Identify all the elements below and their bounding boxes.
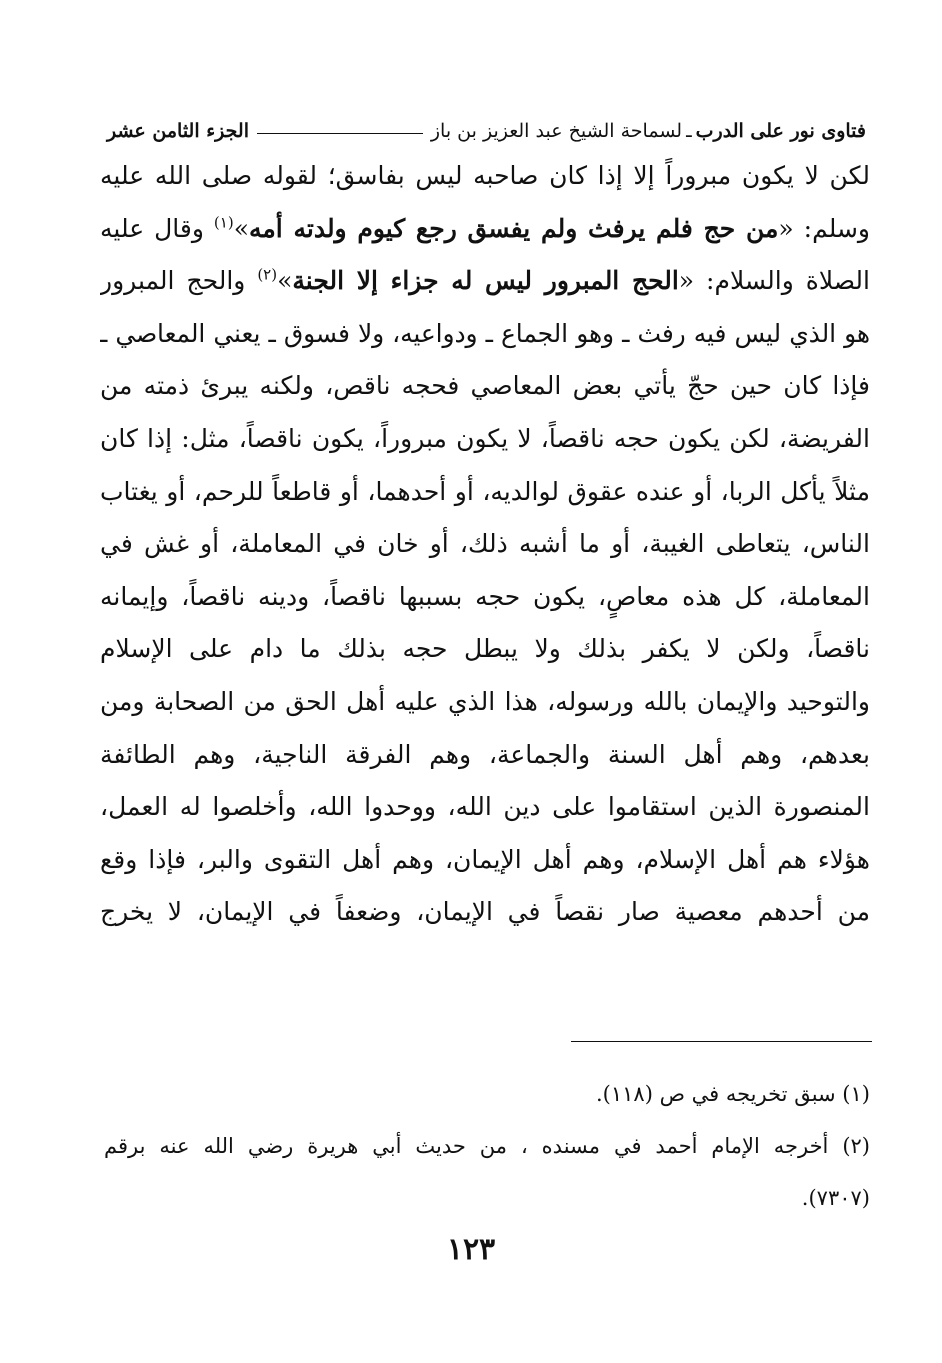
text-line (100, 413, 870, 466)
text-segment: » (277, 266, 293, 296)
text-line (100, 571, 870, 624)
text-line (100, 834, 870, 887)
text-line (100, 255, 870, 308)
text-segment: من أحدهم معصية صار نقصاً في الإيمان، وضعفاً في الإيمان، لا يخرج (100, 897, 870, 927)
text-segment: وقال عليه (100, 213, 214, 243)
running-header (107, 114, 866, 148)
text-line (100, 360, 870, 413)
text-line (100, 518, 870, 571)
header-separator: ـ (686, 120, 692, 142)
text-segment: المعاملة، كل هذه معاصٍ، يكون حجه بسببها ناقصاً، ودينه ناقصاً، وإيمانه (100, 581, 870, 611)
footnote-1: (١) سبق تخريجه في ص (١١٨). (596, 1082, 870, 1106)
text-segment: والتوحيد والإيمان بالله ورسوله، هذا الذي عليه أهل الحق من الصحابة ومن (100, 686, 870, 716)
footnote-reference: (١) (213, 213, 234, 232)
text-line (100, 623, 870, 676)
footnote-reference: (٢) (257, 265, 278, 284)
text-segment: وسلم: « (778, 213, 870, 243)
text-segment: والحج المبرور (100, 266, 258, 296)
book-title: فتاوى نور على الدرب (695, 120, 866, 142)
text-line (100, 308, 870, 361)
text-segment: فإذا كان حين حجّ يأتي بعض المعاصي فحجه ناقص، ولكنه يبرئ ذمته من (100, 371, 870, 401)
footnote-separator (571, 1041, 872, 1042)
text-segment: هؤلاء هم أهل الإسلام، وهم أهل الإيمان، وهم أهل التقوى والبر، فإذا وقع (100, 844, 870, 874)
volume-label: الجزء الثامن عشر (107, 120, 249, 142)
author-name: لسماحة الشيخ عبد العزيز بن باز (430, 120, 683, 142)
text-segment: المنصورة الذين استقاموا على دين الله، ووحدوا الله، وأخلصوا له العمل، (100, 792, 870, 822)
text-line (100, 203, 870, 256)
text-segment: بعدهم، وهم أهل السنة والجماعة، وهم الفرقة الناجية، وهم الطائفة (100, 739, 870, 769)
text-line (100, 781, 870, 834)
text-segment: الصلاة والسلام: « (678, 266, 870, 296)
text-segment: ناقصاً، ولكن لا يكفر بذلك ولا يبطل حجه بذلك ما دام على الإسلام (100, 634, 870, 664)
header-rule (257, 133, 423, 134)
body-text (100, 150, 870, 939)
text-segment: الفريضة، لكن يكون حجه ناقصاً، لا يكون مبروراً، يكون ناقصاً، مثل: إذا كان (100, 423, 870, 453)
text-segment: مثلاً يأكل الربا، أو عنده عقوق لوالديه، أو أحدهما، أو قاطعاً للرحم، أو يغتاب (100, 476, 870, 506)
text-line (100, 886, 870, 939)
text-line (100, 676, 870, 729)
footnotes (104, 1068, 870, 1224)
text-line (100, 150, 870, 203)
text-segment: الناس، يتعاطى الغيبة، أو ما أشبه ذلك، أو خان في المعاملة، أو غش في (100, 529, 870, 559)
page-number: ١٢٣ (446, 1232, 496, 1267)
footnote-2-continued: (٧٣٠٧). (801, 1186, 870, 1210)
text-line (100, 466, 870, 519)
text-segment: هو الذي ليس فيه رفث ـ وهو الجماع ـ ودواعيه، ولا فسوق ـ يعني المعاصي ـ (100, 318, 870, 348)
footnote-2: (٢) أخرجه الإمام أحمد في مسنده ، من حديث أبي هريرة رضي الله عنه برقم (104, 1134, 870, 1158)
hadith-quote: الحج المبرور ليس له جزاء إلا الجنة (292, 266, 679, 296)
text-segment: لكن لا يكون مبروراً إلا إذا كان صاحبه ليس بفاسق؛ لقوله صلى الله عليه (100, 161, 870, 190)
hadith-quote: من حج فلم يرفث ولم يفسق رجع كيوم ولدته أمه (248, 213, 779, 243)
text-segment: » (233, 213, 249, 243)
text-line (100, 729, 870, 782)
